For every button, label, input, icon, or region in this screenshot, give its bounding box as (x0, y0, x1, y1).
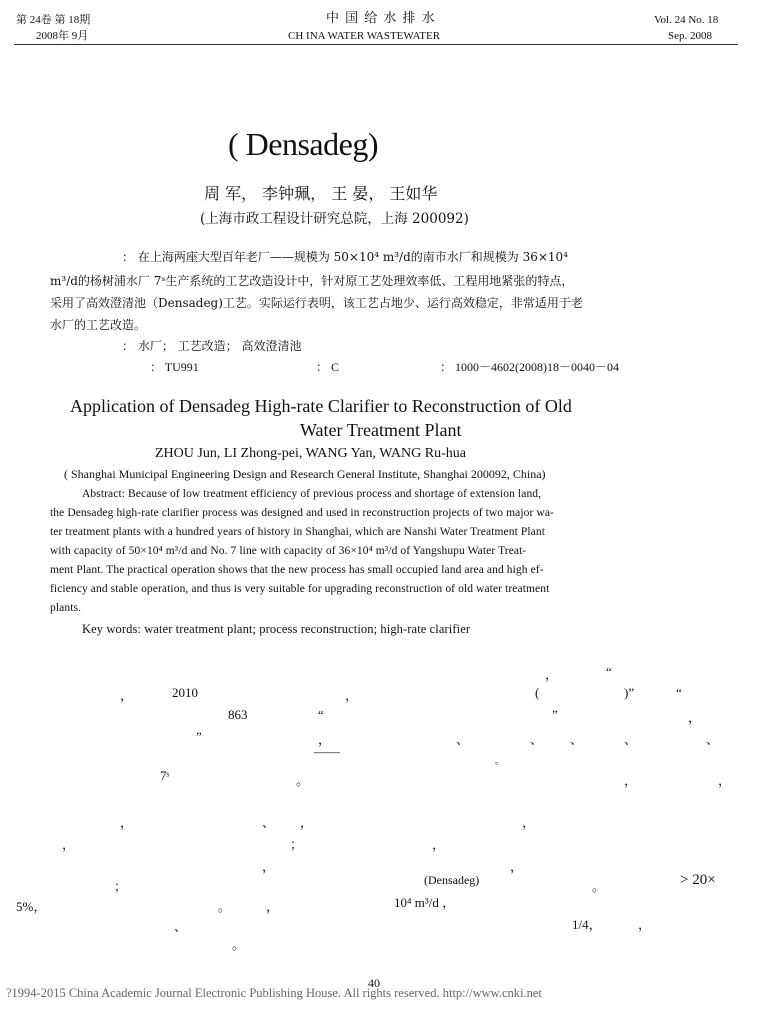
body-fragment: ； (114, 879, 128, 894)
abstract-en-line: plants. (50, 602, 82, 614)
body-fragment: “ (318, 707, 324, 722)
body-fragment: ， (638, 917, 652, 932)
clc-number: ： TU991 (150, 360, 199, 374)
body-fragment: 863 (228, 707, 248, 722)
header-rule (14, 44, 738, 45)
title-en-line: Application of Densadeg High-rate Clarifier to Reconstruction of Old (70, 396, 572, 416)
abstract-en-line: with capacity of 50×10⁴ m³/d and No. 7 line with capacity of 36×10⁴ m³/d of Yangshupu Water Treat- (50, 545, 527, 557)
journal-name-cn: 中 国 给 水 排 水 (326, 11, 436, 26)
body-fragment: ， (62, 837, 76, 852)
body-fragment: 、 (706, 732, 720, 747)
copyright-footer: ?1994-2015 China Academic Journal Electronic Publishing House. All rights reserved. http://www.cnki.net (6, 986, 542, 1000)
body-fragment: ， (300, 815, 314, 830)
body-fragment: 。 (592, 879, 606, 894)
body-fragment: ， (688, 710, 702, 725)
abstract-en-line: ment Plant. The practical operation shows that the new process has small occupied land area and high ef- (50, 564, 544, 576)
body-fragment: 、 (530, 732, 544, 747)
journal-date-en: Sep. 2008 (668, 30, 712, 42)
paper-title: ( Densadeg) (228, 126, 378, 162)
abstract-cn-line: 采用了高效澄清池（Densadeg)工艺。实际运行表明，该工艺占地少、运行高效稳定，非常适用于老 (50, 296, 583, 310)
body-fragment: 。 (232, 937, 246, 952)
body-fragment: ， (120, 815, 134, 830)
body-fragment: 、 (262, 815, 276, 830)
abstract-cn-line: m³/d的杨树浦水厂 7ˢ生产系统的工艺改造设计中，针对原工艺处理效率低、工程用地紧张的特点， (50, 274, 574, 288)
body-fragment: )” (624, 685, 635, 700)
body-fragment: 、 (174, 919, 188, 934)
body-fragment: ， (432, 837, 446, 852)
page-number: 40 (368, 976, 380, 990)
body-fragment: ； (290, 837, 304, 852)
body-fragment: 、 (570, 732, 584, 747)
body-fragment: ， (718, 773, 732, 788)
body-fragment: ， (318, 732, 332, 747)
body-fragment: 5%， (16, 899, 47, 914)
journal-volume-issue: 第 24卷 第 18期 (16, 14, 91, 26)
body-fragment: “ (676, 685, 682, 700)
journal-name-en: CH INA WATER WASTEWATER (288, 30, 441, 42)
body-fragment: ， (262, 859, 276, 874)
body-fragment: ( (535, 685, 540, 700)
affiliation-en: ( Shanghai Municipal Engineering Design and Research General Institute, Shanghai 200092, China) (64, 467, 546, 481)
authors-cn: 周 军， 李钟珮， 王 晏， 王如华 (204, 184, 438, 203)
affiliation-cn: (上海市政工程设计研究总院，上海 200092) (200, 211, 469, 227)
abstract-en-line: ficiency and stable operation, and thus is very suitable for upgrading reconstruction of old water treatment (50, 583, 550, 595)
body-fragment: ， (345, 688, 359, 703)
body-fragment: 10⁴ m³/d ， (394, 895, 456, 910)
body-fragment: ， (120, 688, 134, 703)
body-fragment: —— (314, 744, 340, 759)
body-fragment: 7ˢ (160, 768, 170, 783)
body-fragment: (Densadeg) (424, 873, 480, 887)
journal-volume-en: Vol. 24 No. 18 (654, 14, 719, 26)
body-fragment: ， (624, 773, 638, 788)
body-fragment: ” (552, 707, 558, 722)
abstract-cn-line: ： 在上海两座大型百年老厂——规模为 50×10⁴ m³/d的南市水厂和规模为 36×10⁴ (122, 250, 568, 264)
abstract-cn-line: 水厂的工艺改造。 (50, 318, 147, 332)
keywords-en: Key words: water treatment plant; process reconstruction; high-rate clarifier (82, 622, 471, 636)
journal-date: 2008年 9月 (36, 30, 89, 42)
body-fragment: “ (606, 664, 612, 679)
abstract-en-line: ter treatment plants with a hundred years of history in Shanghai, which are Nanshi Water Treatment Plant (50, 526, 546, 538)
body-fragment: ， (510, 859, 524, 874)
body-fragment: ， (266, 899, 280, 914)
body-fragment: 。 (218, 899, 232, 914)
abstract-en-line: Abstract: Because of low treatment efficiency of previous process and shortage of extension land, (82, 488, 542, 500)
article-id: ： 1000－4602(2008)18－0040－04 (440, 360, 619, 374)
body-fragment: ” (196, 729, 202, 744)
abstract-en-line: the Densadeg high-rate clarifier process was designed and used in reconstruction projects of two major wa- (50, 507, 554, 519)
title-en-line: Water Treatment Plant (300, 420, 462, 440)
body-fragment: 2010 (172, 685, 198, 700)
body-fragment: ， (522, 815, 536, 830)
body-fragment: 。 (495, 756, 505, 767)
body-fragment: 1/4， (572, 917, 602, 932)
document-code: ： C (316, 360, 340, 374)
body-fragment: 、 (624, 732, 638, 747)
body-fragment: 。 (296, 773, 310, 788)
body-fragment: ， (545, 667, 559, 682)
body-fragment: 、 (456, 732, 470, 747)
authors-en: ZHOU Jun, LI Zhong-pei, WANG Yan, WANG Ru-hua (155, 446, 466, 461)
body-fragment: > 20× (680, 872, 716, 888)
keywords-cn: ： 水厂； 工艺改造； 高效澄清池 (122, 339, 302, 353)
